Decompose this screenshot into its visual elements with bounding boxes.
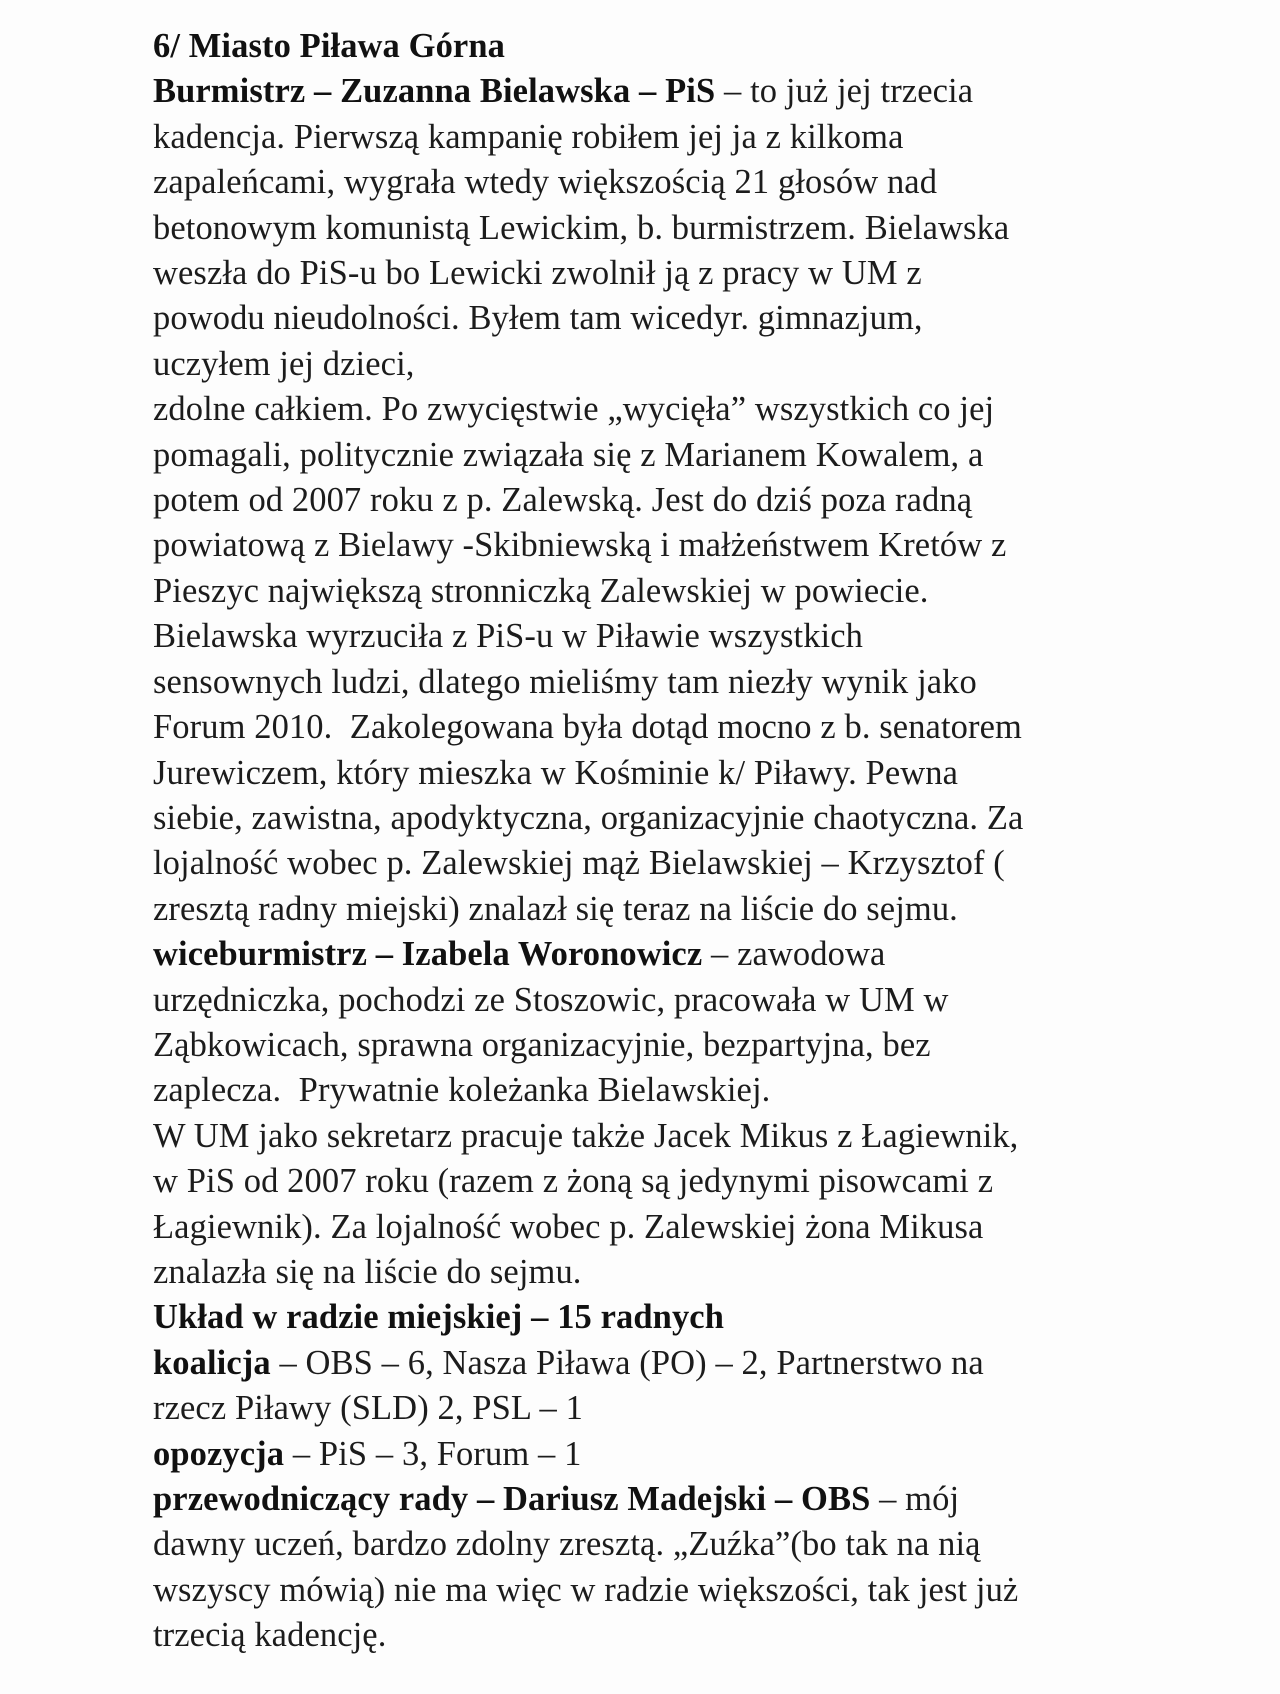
- text-line: [153, 796, 1153, 841]
- text-line: [153, 115, 1153, 160]
- text-line: [153, 751, 1153, 796]
- text-run: w PiS od 2007 roku (razem z żoną są jedynymi pisowcami z: [153, 1162, 994, 1201]
- text-run: potem od 2007 roku z p. Zalewską. Jest do dziś poza radną: [153, 481, 973, 520]
- text-run: kadencja. Pierwszą kampanię robiłem jej ja z kilkoma: [153, 117, 904, 156]
- text-line: [153, 569, 1153, 614]
- text-line: [153, 342, 1153, 387]
- bold-text-run: opozycja: [153, 1434, 285, 1473]
- text-run: W UM jako sekretarz pracuje także Jacek Mikus z Łagiewnik,: [153, 1116, 1019, 1155]
- text-line: [153, 160, 1153, 205]
- text-run: sensownych ludzi, dlatego mieliśmy tam niezły wynik jako: [153, 662, 977, 701]
- text-run: powiatową z Bielawy -Skibniewską i małżeństwem Kretów z: [153, 526, 1007, 565]
- text-run: Łagiewnik). Za lojalność wobec p. Zalewskiej żona Mikusa: [153, 1207, 984, 1246]
- text-run: betonowym komunistą Lewickim, b. burmistrzem. Bielawska: [153, 208, 1010, 247]
- text-line: [153, 69, 1153, 114]
- text-run: – PiS – 3, Forum – 1: [284, 1434, 582, 1473]
- text-line: [153, 433, 1153, 478]
- text-run: – OBS – 6, Nasza Piława (PO) – 2, Partnerstwo na: [270, 1343, 984, 1382]
- text-run: weszła do PiS-u bo Lewicki zwolnił ją z pracy w UM z: [153, 254, 922, 293]
- text-line: [153, 1159, 1153, 1204]
- text-line: [153, 1477, 1153, 1522]
- text-run: siebie, zawistna, apodyktyczna, organizacyjnie chaotyczna. Za: [153, 798, 1024, 837]
- text-line: [153, 1205, 1153, 1250]
- text-run: Jurewiczem, który mieszka w Kośminie k/ Piławy. Pewna: [153, 753, 959, 792]
- text-line: [153, 705, 1153, 750]
- text-line: [153, 1068, 1153, 1113]
- text-line: [153, 841, 1153, 886]
- text-run: rzecz Piławy (SLD) 2, PSL – 1: [153, 1389, 583, 1428]
- text-run: Bielawska wyrzuciła z PiS-u w Piławie wszystkich: [153, 617, 863, 656]
- text-run: – to już jej trzecia: [715, 72, 974, 111]
- section-heading: 6/ Miasto Piława Górna: [153, 27, 505, 65]
- text-run: Ząbkowicach, sprawna organizacyjnie, bezpartyjna, bez: [153, 1025, 931, 1064]
- text-line: [153, 978, 1153, 1023]
- text-run: zresztą radny miejski) znalazł się teraz na liście do sejmu.: [153, 889, 958, 928]
- text-line: [153, 478, 1153, 523]
- text-run: Forum 2010. Zakolegowana była dotąd mocno z b. senatorem: [153, 708, 1022, 747]
- document-body: [153, 24, 1153, 1659]
- bold-text-run: przewodniczący rady – Dariusz Madejski – OBS: [153, 1480, 871, 1518]
- text-line: [153, 387, 1153, 432]
- text-line: [153, 206, 1153, 251]
- bold-text-run: koalicja: [153, 1343, 271, 1382]
- text-line: [153, 523, 1153, 568]
- text-line: [153, 614, 1153, 659]
- text-line: [153, 1432, 1153, 1477]
- text-run: zapaleńcami, wygrała wtedy większością 21 głosów nad: [153, 163, 938, 202]
- document-lines: [153, 69, 1153, 1658]
- text-run: – mój: [870, 1480, 960, 1518]
- text-line: [153, 1295, 1153, 1340]
- text-run: wszyscy mówią) nie ma więc w radzie większości, tak jest już: [153, 1570, 1019, 1609]
- text-run: znalazła się na liście do sejmu.: [153, 1252, 582, 1291]
- text-run: urzędniczka, pochodzi ze Stoszowic, pracowała w UM w: [153, 980, 949, 1019]
- text-line: [153, 1341, 1153, 1386]
- text-run: lojalność wobec p. Zalewskiej mąż Bielawskiej – Krzysztof (: [153, 844, 1005, 883]
- text-line: [153, 251, 1153, 296]
- text-line: [153, 932, 1153, 977]
- text-run: powodu nieudolności. Byłem tam wicedyr. gimnazjum,: [153, 299, 923, 338]
- text-run: pomagali, politycznie związała się z Marianem Kowalem, a: [153, 435, 984, 474]
- text-line: [153, 660, 1153, 705]
- text-line: [153, 1386, 1153, 1431]
- text-line: [153, 1522, 1153, 1567]
- text-run: Pieszyc największą stronniczką Zalewskiej w powiecie.: [153, 571, 929, 610]
- bold-text-run: Układ w radzie miejskiej – 15 radnych: [153, 1298, 725, 1337]
- text-line: [153, 887, 1153, 932]
- bold-text-run: wiceburmistrz – Izabela Woronowicz: [153, 935, 703, 974]
- text-line: [153, 296, 1153, 341]
- text-line: [153, 1250, 1153, 1295]
- text-run: trzecią kadencję.: [153, 1616, 387, 1655]
- text-run: zdolne całkiem. Po zwycięstwie „wycięła” wszystkich co jej: [153, 390, 995, 429]
- text-line: [153, 1613, 1153, 1658]
- text-line: [153, 1568, 1153, 1613]
- bold-text-run: Burmistrz – Zuzanna Bielawska – PiS: [153, 72, 716, 111]
- text-run: – zawodowa: [702, 935, 886, 974]
- text-line: [153, 1114, 1153, 1159]
- text-run: zaplecza. Prywatnie koleżanka Bielawskiej.: [153, 1071, 771, 1110]
- text-run: dawny uczeń, bardzo zdolny zresztą. „Zuźka”(bo tak na nią: [153, 1525, 981, 1564]
- text-line: [153, 1023, 1153, 1068]
- text-run: uczyłem jej dzieci,: [153, 344, 415, 383]
